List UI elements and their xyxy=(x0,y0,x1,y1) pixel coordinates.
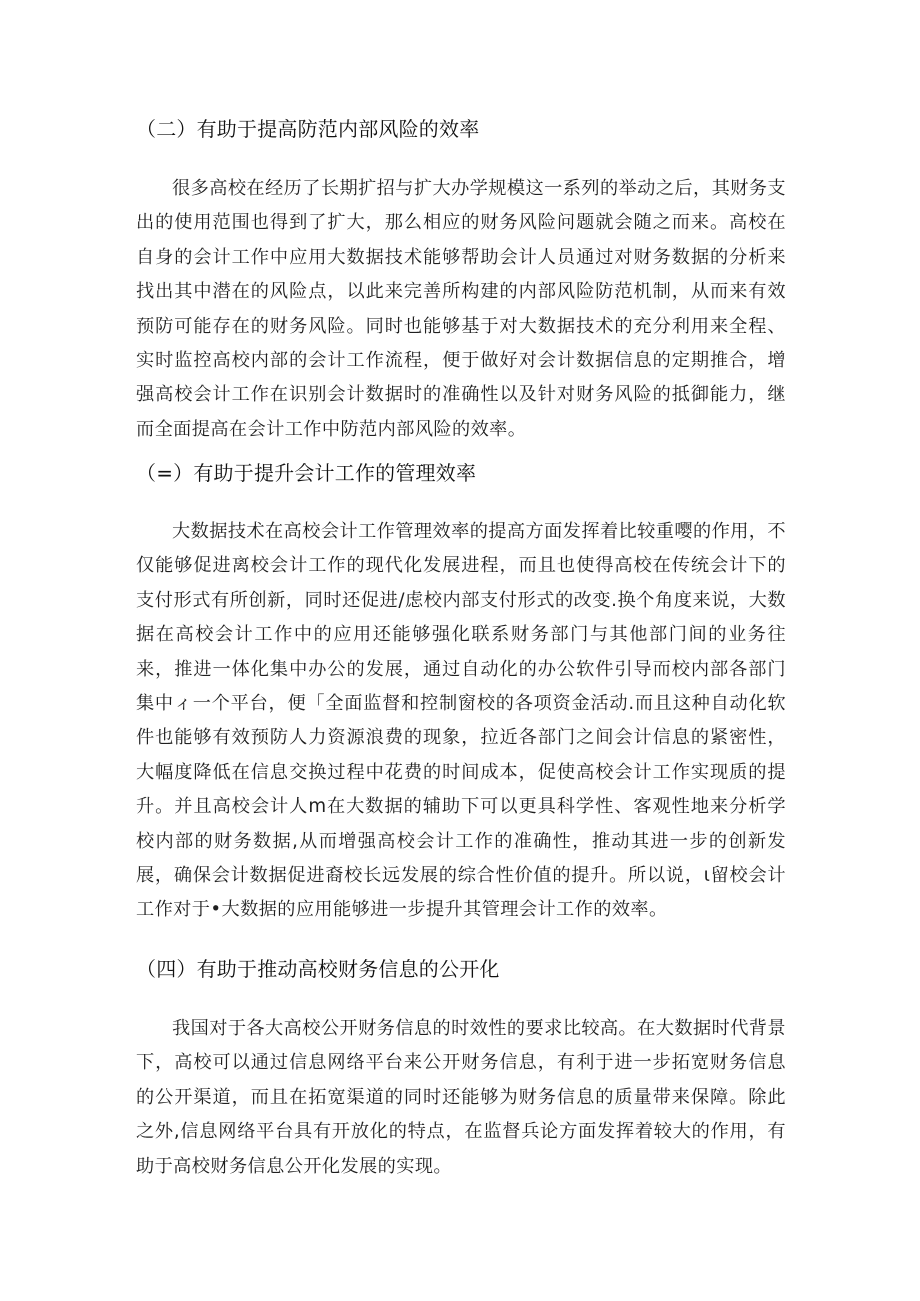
section-paragraph-4: 我国对于各大高校公开财务信息的时效性的要求比较高。在大数据时代背景下，高校可以通过信息网络平台来公开财务信息，有利于进一步拓宽财务信息的公开渠道，而且在拓宽渠道的同时还能够为财务信息的质量带来保障。除此之外,信息网络平台具有开放化的特点，在监督兵论方面发挥着较大的作用，有助于高校财务信息公开化发展的实现。 xyxy=(136,1018,786,1177)
section-paragraph-3: 大数据技术在高校会计工作管理效率的提高方面发挥着比较重嘤的作用，不仅能够促进离校会计工作的现代化发展进程，而且也使得高校在传统会计下的支付形式有所创新，同时还促进/虑校内部支付形式的改变.换个角度来说，大数据在高校会计工作中的应用还能够强化联系财务部门与其他部门间的业务往来，推进一体化集中办公的发展，通过自动化的办公软件引导而校内部各部门集中ィ一个平台，便「全面监督和控制窗校的各项资金活动.而且这种自动化软件也能够有效预防人力资源浪费的现象，拉近各部门之间会计信息的紧密性，大幅度降低在信息交换过程中花费的时间成本，促使高校会计工作实现质的提升。并且高校会计人m在大数据的辅助下可以更具科学性、客观性地来分析学校内部的财务数据,从而增强高校会计工作的准确性，推动其进一步的创新发展，确保会计数据促进裔校长远发展的综合性价值的提升。所以说，ι留校会计工作对于•大数据的应用能够进一步提升其管理会计工作的效率。 xyxy=(136,521,786,921)
section-heading-4: （四）有助于推动高校财务信息的公开化 xyxy=(136,957,500,981)
section-heading-3: （=）有助于提升会计工作的管理效率 xyxy=(136,461,477,485)
section-paragraph-2: 很多高校在经历了长期扩招与扩大办学规模这一系列的举动之后，其财务支出的使用范围也得到了扩大，那么相应的财务风险问题就会随之而来。高校在自身的会计工作中应用大数据技术能够帮助会计人员通过对财务数据的分析来找出其中潜在的风险点，以此来完善所构建的内部风险防范机制，从而来有效预防可能存在的财务风险。同时也能够基于对大数据技术的充分利用来全程、实时监控高校内部的会计工作流程，便于做好对会计数据信息的定期推合，增强高校会计工作在识别会计数据时的准确性以及针对财务风险的抵御能力，继而全面提高在会计工作中防范内部风险的效率。 xyxy=(136,178,786,440)
section-heading-2: （二）有助于提高防范内部风险的效率 xyxy=(136,117,480,141)
